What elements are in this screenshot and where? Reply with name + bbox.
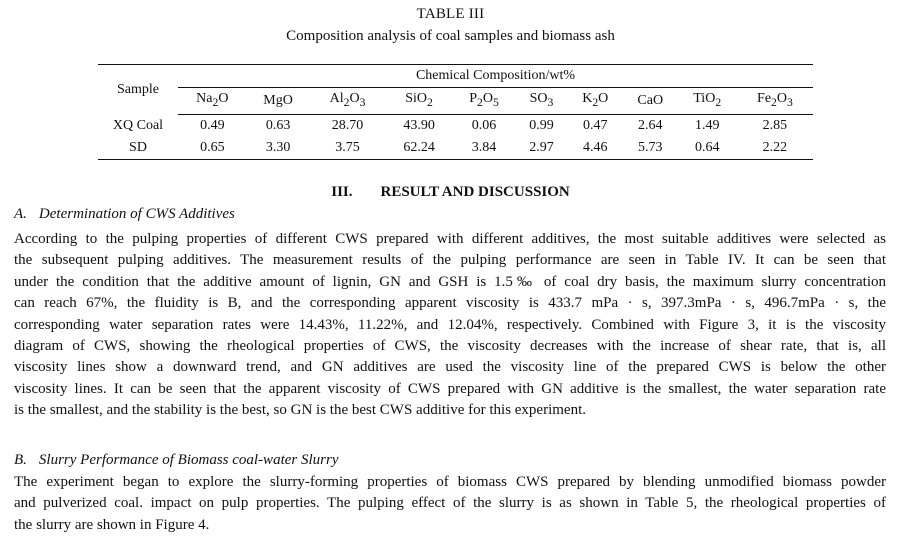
formula-part: O (482, 91, 493, 106)
formula-part: Fe (757, 91, 772, 106)
paragraph-line: under the condition that the additive amount of lignin, GN and GSH is 1.5‰ of coal dry basis, the maximum slurry concentration (14, 273, 886, 290)
value-cell: 0.99 (529, 117, 554, 133)
formula-part: O (776, 91, 787, 106)
value-cell: 5.73 (638, 139, 663, 155)
formula-part: 2 (343, 95, 350, 109)
formula-part: MgO (263, 92, 293, 108)
compound-header (178, 88, 247, 115)
subsection-a-title: Determination of CWS Additives (38, 206, 235, 222)
formula-part: 2 (477, 95, 483, 109)
subsection-b-paragraph (14, 472, 886, 536)
formula-part: TiO (693, 91, 716, 106)
formula-part: CaO (637, 92, 664, 108)
subsection-a-letter: A. (14, 206, 27, 222)
value-cell: 0.49 (200, 117, 225, 133)
compound-header (386, 88, 453, 115)
subsection-b-letter: B. (14, 452, 27, 468)
value-cell: 1.49 (694, 117, 720, 133)
table-caption: Composition analysis of coal samples and biomass ash (286, 28, 615, 44)
formula-part: Na (196, 91, 213, 106)
value-cell: 2.85 (762, 117, 788, 133)
paragraph-line: corresponding water separation rates were 14.43%, 11.22%, and 12.04%, respectively. Combined with Figure 3, it is the viscosity (14, 316, 886, 333)
paragraph-line: diagram of CWS, showing the rheological properties of CWS, the viscosity decreases with the increase of shear rate, that is, all (14, 338, 886, 355)
formula-part: 2 (592, 95, 599, 109)
subsection-b-title: Slurry Performance of Biomass coal-water Slurry (38, 452, 339, 468)
compound-header (515, 88, 567, 115)
paragraph-line: is the smallest, and the stability is the best, so GN is the best CWS additive for this experiment. (14, 402, 586, 419)
value-cell: 3.30 (265, 139, 291, 155)
value-cell: 3.84 (471, 139, 497, 155)
formula-part: K (582, 91, 593, 106)
compound-header (453, 88, 516, 115)
formula-part: SiO (405, 91, 428, 106)
formula-part: SO (529, 91, 548, 106)
formula-part: 2 (715, 95, 722, 109)
value-cell: 2.64 (638, 117, 663, 133)
value-cell: 0.64 (694, 139, 720, 155)
value-cell: 4.46 (583, 139, 608, 155)
value-cell: 3.75 (335, 139, 360, 155)
value-cell: 0.47 (583, 117, 608, 133)
paragraph-line: viscosity lines. It can be seen that the apparent viscosity of CWS prepared with GN additive is the smallest, the water separation rate (14, 380, 886, 397)
section-heading (0, 184, 901, 201)
formula-part: O (218, 91, 229, 106)
sample-column-header: Sample (117, 81, 159, 97)
table-row (98, 114, 813, 137)
paragraph-line: According to the pulping properties of different CWS prepared with different additives, the most suitable additives were selected as (14, 231, 886, 247)
value-cell: 0.06 (471, 117, 497, 133)
formula-part: P (469, 91, 477, 106)
subsection-b-heading (14, 452, 338, 469)
value-cell: 2.22 (762, 139, 788, 155)
sample-cell: SD (129, 139, 147, 155)
formula-part: 3 (359, 95, 366, 109)
formula-part: Al (329, 91, 344, 106)
value-cell: 0.63 (265, 117, 291, 133)
compound-header (310, 88, 386, 115)
paragraph-line: and pulverized coal. impact on pulp properties. The pulping effect of the slurry is as shown in Table 5, the rheological properties of (14, 495, 886, 512)
compound-header (737, 88, 813, 115)
value-cell: 28.70 (331, 117, 364, 133)
formula-part: 5 (492, 95, 499, 109)
formula-part: 3 (547, 95, 554, 109)
formula-part: O (598, 91, 609, 106)
composition-table (98, 64, 813, 160)
section-number: III. (331, 184, 353, 200)
value-cell: 43.90 (403, 117, 435, 133)
table-row (98, 137, 813, 160)
formula-part: 2 (771, 95, 777, 109)
value-cell: 2.97 (529, 139, 554, 155)
formula-part: O (349, 91, 360, 106)
section-title: RESULT AND DISCUSSION (380, 184, 570, 200)
compound-header (623, 88, 678, 115)
paragraph-line: The experiment began to explore the slurry-forming properties of biomass CWS prepared by blending unmodified biomass powder (14, 474, 886, 490)
subsection-a-paragraph (14, 229, 886, 422)
sample-cell: XQ Coal (112, 117, 164, 133)
formula-part: 2 (212, 95, 219, 109)
paragraph-line: the subsequent pulping additives. The measurement results of the pulping performance are seen in Table IV. It can be seen that (14, 252, 886, 269)
compound-header (678, 88, 737, 115)
value-cell: 0.65 (200, 139, 225, 155)
value-cell: 62.24 (403, 139, 435, 155)
paragraph-line: can reach 67%, the fluidity is B, and the corresponding apparent viscosity is 433.7 mPa · s, 397.3mPa · s, 496.7mPa · s, the (14, 295, 886, 312)
formula-part: 3 (786, 95, 793, 109)
formula-part: 2 (427, 95, 433, 109)
compound-header (247, 88, 310, 115)
paragraph-line: the slurry are shown in Figure 4. (14, 516, 210, 533)
compound-header (568, 88, 623, 115)
table-number: TABLE III (416, 6, 485, 22)
subsection-a-heading (14, 206, 235, 223)
paragraph-line: viscosity lines show a downward trend, and GN additives are used the viscosity line of the prepared CWS is below the other (14, 359, 886, 376)
chemical-composition-header: Chemical Composition/wt% (178, 65, 813, 88)
